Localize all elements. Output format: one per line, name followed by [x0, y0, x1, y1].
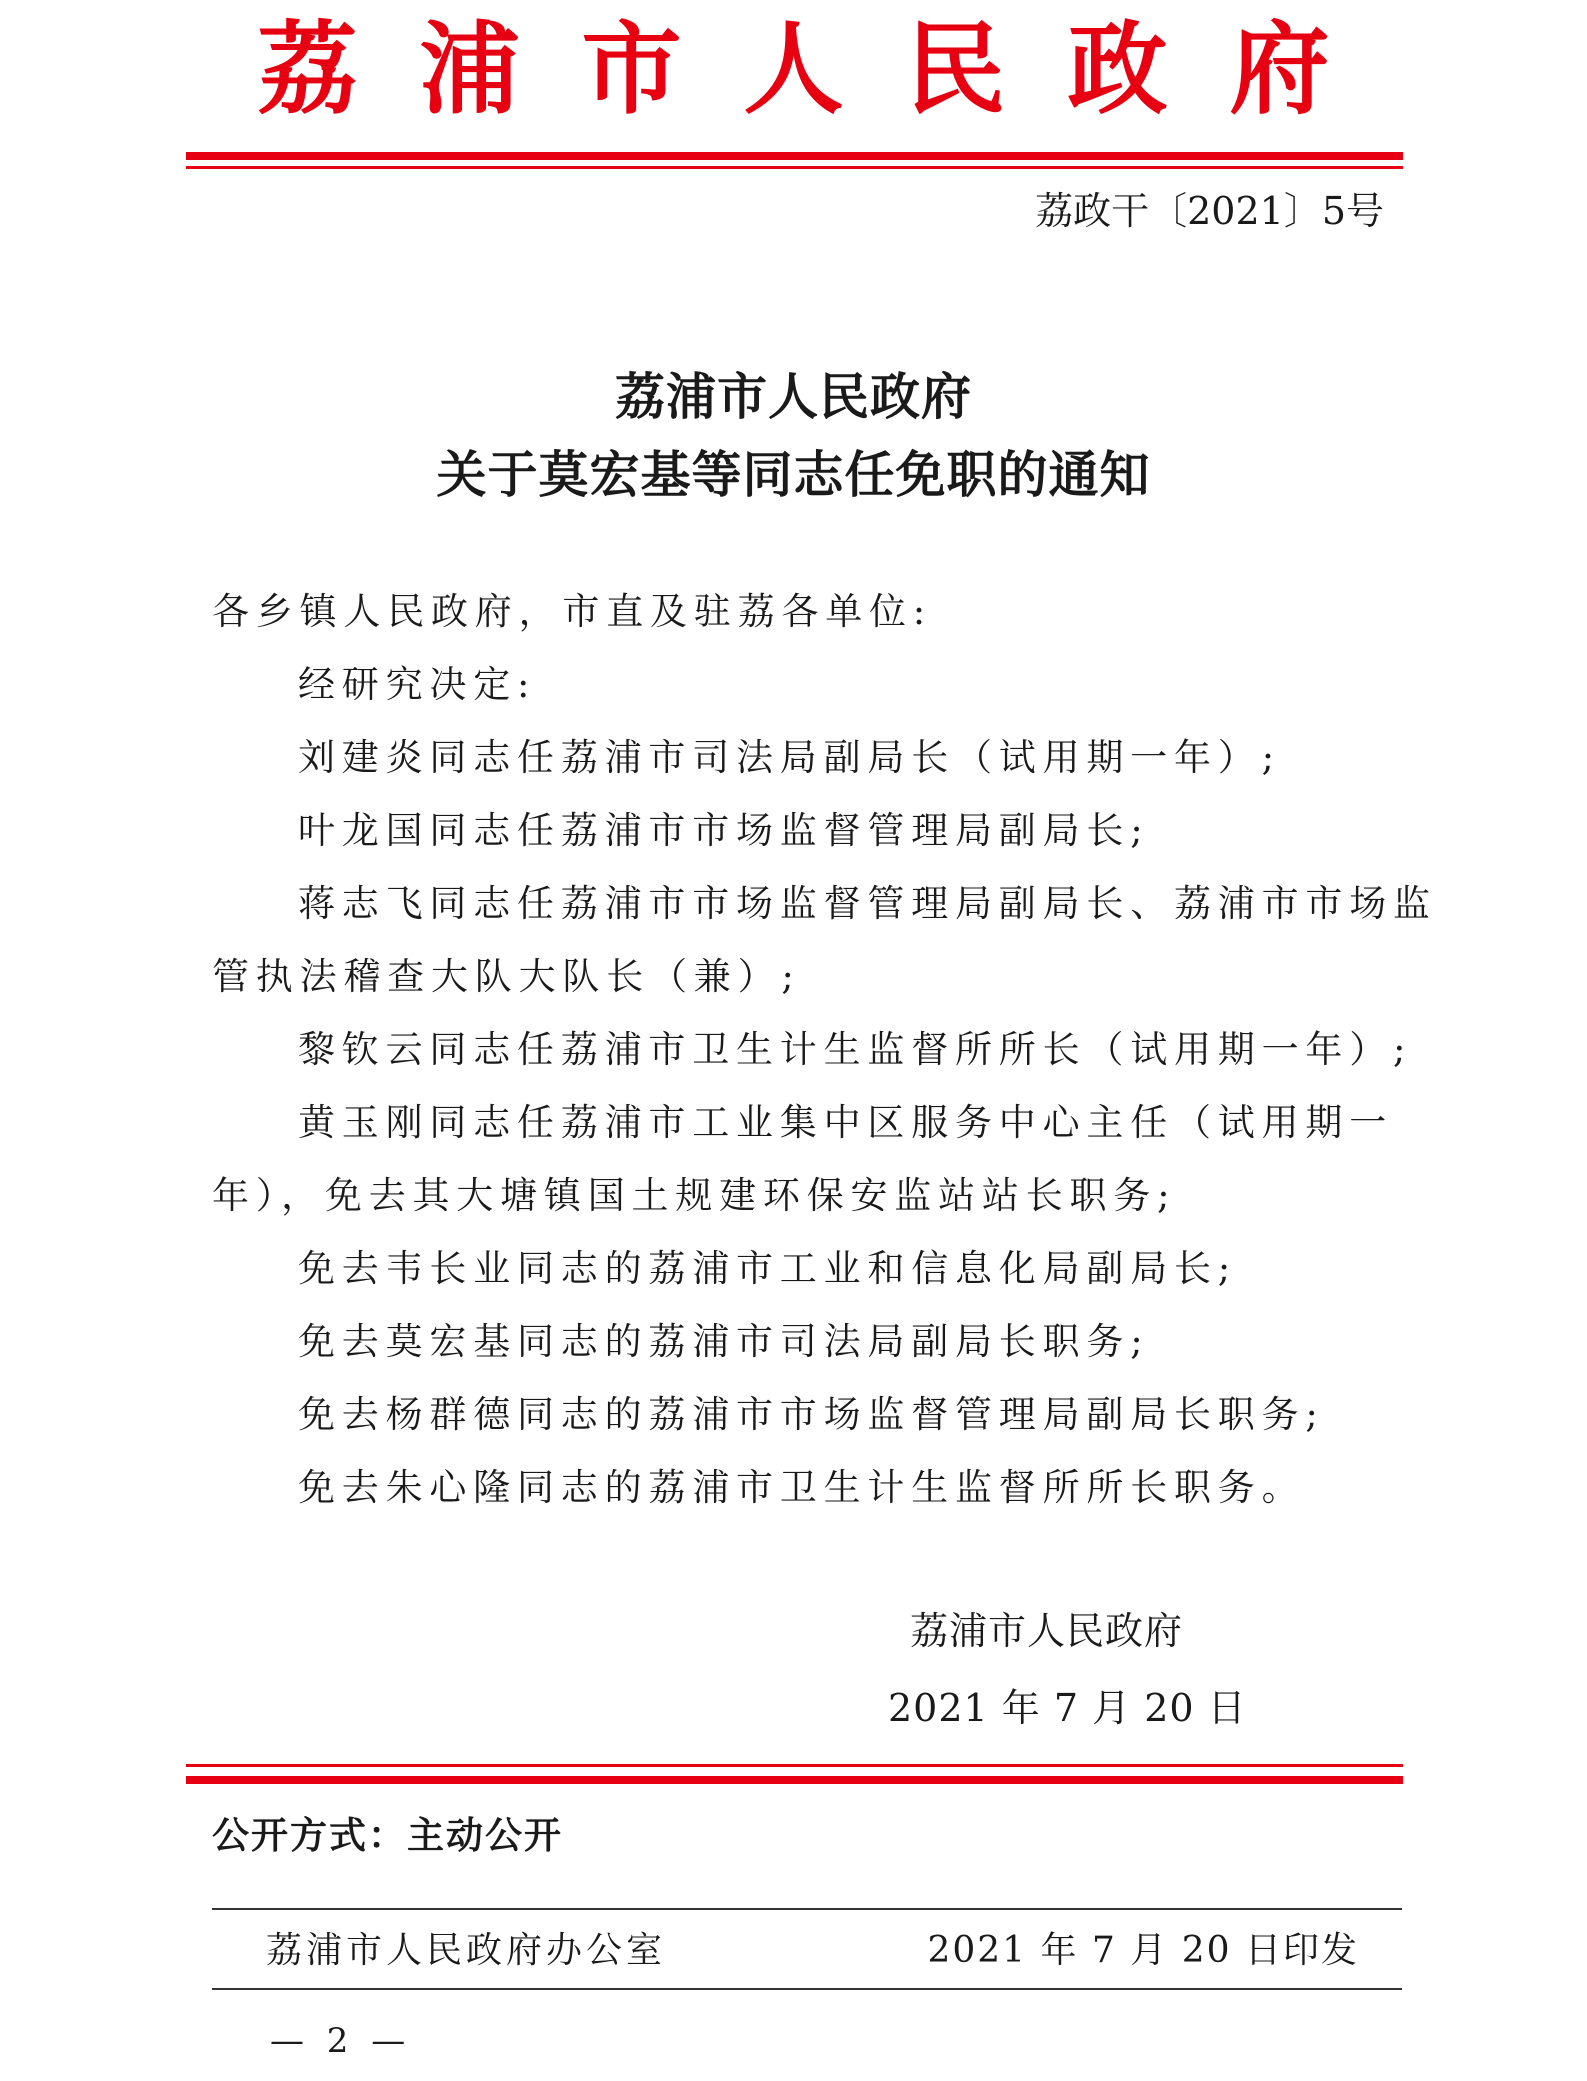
appointment-item: 叶龙国同志任荔浦市市场监督管理局副局长; [298, 809, 1150, 852]
disclosure-method: 公开方式：主动公开 [212, 1814, 563, 1857]
appointment-item-continued: 年），免去其大塘镇国土规建环保安监站站长职务; [212, 1174, 1177, 1217]
masthead-title: 荔浦市人民政府 [257, 11, 1392, 128]
page-number: — 2 — [270, 2021, 412, 2061]
appointment-item: 黄玉刚同志任荔浦市工业集中区服务中心主任（试用期一 [298, 1101, 1393, 1144]
salutation: 各乡镇人民政府，市直及驻荔各单位: [212, 590, 933, 633]
notice-title-line-2: 关于莫宏基等同志任免职的通知 [436, 445, 1151, 504]
footer-rule-thin [186, 1764, 1403, 1767]
header-rule-thick [186, 152, 1403, 160]
notice-title-line-1: 荔浦市人民政府 [615, 367, 972, 426]
removal-item: 免去韦长业同志的荔浦市工业和信息化局副局长; [298, 1247, 1238, 1290]
appointment-item: 黎钦云同志任荔浦市卫生计生监督所所长（试用期一年）; [298, 1028, 1413, 1071]
footer-rule-thick [186, 1776, 1403, 1784]
imprint-rule-top [212, 1908, 1402, 1910]
appointment-item: 刘建炎同志任荔浦市司法局副局长（试用期一年）; [298, 736, 1281, 779]
issue-date: 2021 年 7 月 20 日印发 [927, 1930, 1359, 1971]
issuing-office: 荔浦市人民政府办公室 [266, 1930, 667, 1971]
signature-date: 2021 年 7 月 20 日 [888, 1686, 1247, 1730]
removal-item: 免去朱心隆同志的荔浦市卫生计生监督所所长职务。 [298, 1466, 1306, 1509]
removal-item: 免去莫宏基同志的荔浦市司法局副局长职务; [298, 1320, 1150, 1363]
header-rule-thin [186, 166, 1403, 169]
document-number: 荔政干〔2021〕5号 [1035, 189, 1384, 233]
appointment-item-continued: 管执法稽查大队大队长（兼）; [212, 955, 801, 998]
removal-item: 免去杨群德同志的荔浦市市场监督管理局副局长职务; [298, 1393, 1325, 1436]
intro-paragraph: 经研究决定: [298, 663, 537, 706]
imprint-rule-bottom [212, 1988, 1402, 1990]
appointment-item: 蒋志飞同志任荔浦市市场监督管理局副局长、荔浦市市场监 [298, 882, 1437, 925]
signature-org: 荔浦市人民政府 [910, 1609, 1184, 1653]
